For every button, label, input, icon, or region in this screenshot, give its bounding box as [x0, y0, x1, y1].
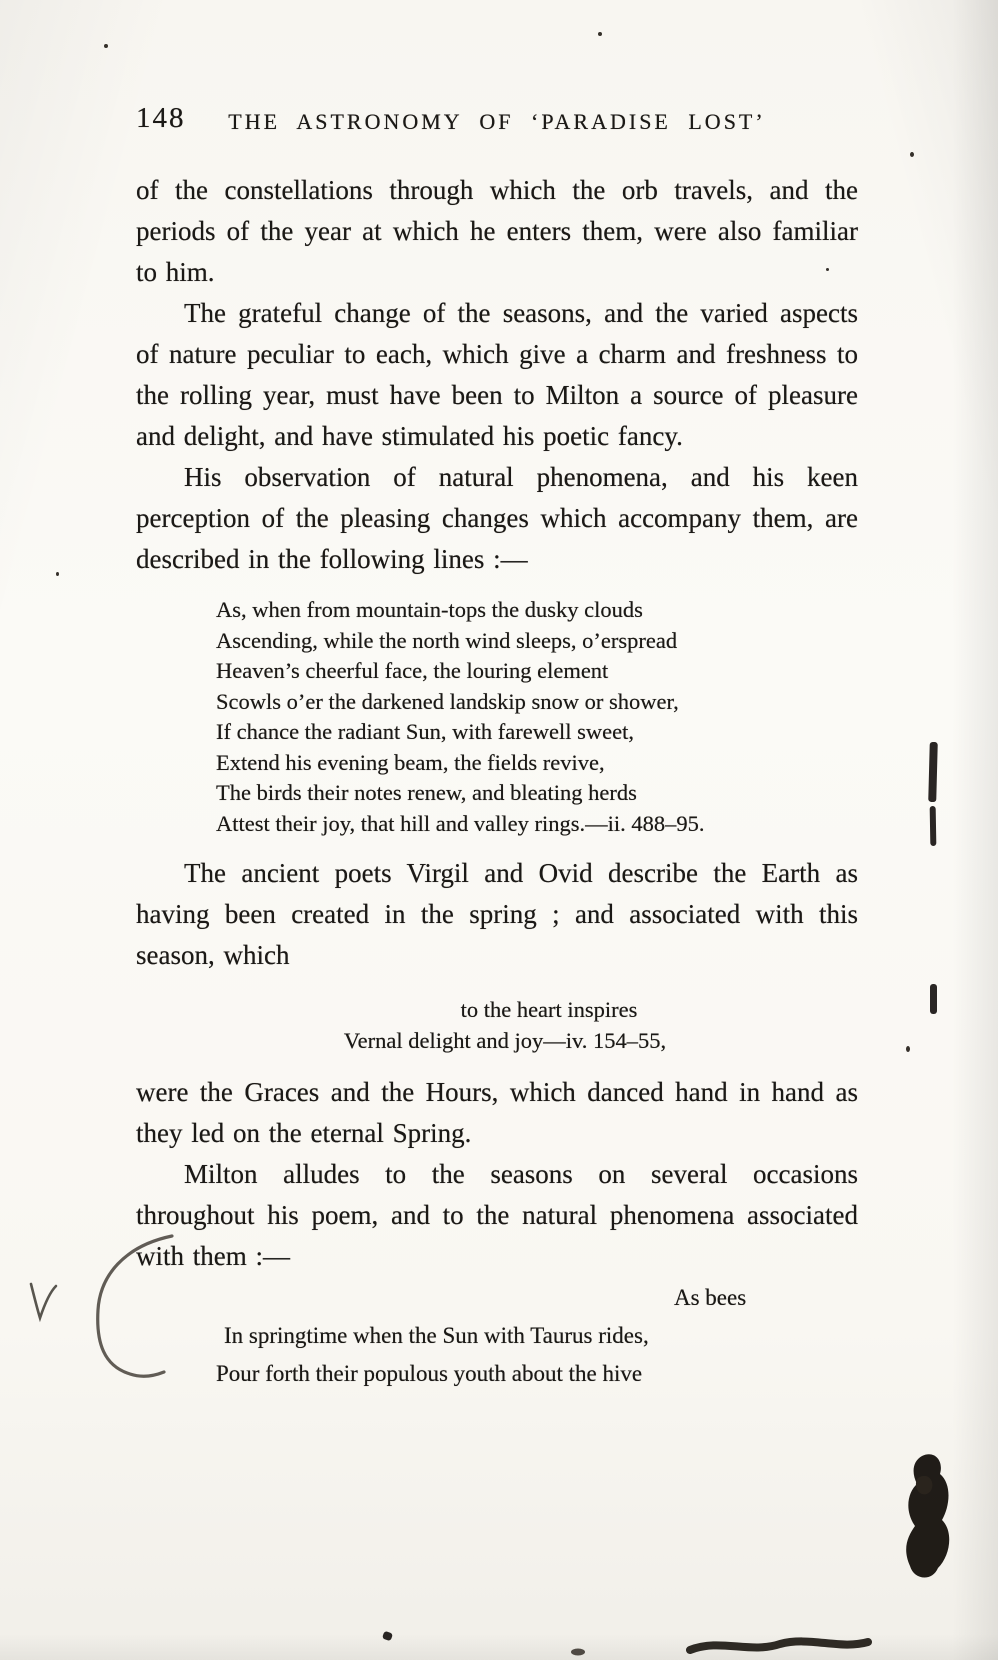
- verse-line: Pour forth their populous youth about the hive: [216, 1361, 643, 1386]
- ink-mark-right: [930, 984, 937, 1014]
- verse-line: Ascending, while the north wind sleeps, o’erspread: [216, 627, 678, 653]
- verse-line: Extend his evening beam, the fields revive,: [216, 749, 605, 775]
- verse-line: As bees: [674, 1285, 747, 1310]
- page-number: 148: [136, 102, 186, 134]
- paragraph-1: of the constellations through which the orb travels, and the periods of the year at which he enters them, were also familiar to him.: [136, 175, 858, 287]
- page-edge-shadow: [952, 0, 998, 1660]
- verse-line: Scowls o’er the darkened landskip snow or shower,: [216, 688, 679, 714]
- scan-speck: [826, 268, 829, 271]
- page-header: [136, 102, 858, 146]
- scan-speck: [906, 1046, 910, 1052]
- scan-speck: [56, 572, 59, 576]
- ink-mark-right: [930, 806, 937, 846]
- paragraph-5: were the Graces and the Hours, which danced hand in hand as they led on the eternal Spring.: [136, 1077, 858, 1148]
- verse-line: The birds their notes renew, and bleating herds: [216, 780, 637, 805]
- verse-line: Heaven’s cheerful face, the louring element: [216, 658, 609, 683]
- verse-line: In springtime when the Sun with Taurus rides,: [224, 1323, 649, 1348]
- paragraph-2: The grateful change of the seasons, and the varied aspects of nature peculiar to each, which give a charm and freshness to the rolling year, must have been to Milton a source of pleasure and delight, and have stimulated his poetic fancy.: [136, 298, 858, 451]
- ink-mark-bottom: [382, 1631, 393, 1642]
- ink-mark-right: [928, 742, 938, 802]
- text-column: [136, 102, 858, 1393]
- verse-quote-1: [216, 595, 858, 839]
- scan-speck: [910, 152, 914, 157]
- page-bottom-shadow: [0, 1634, 998, 1660]
- verse-line: As, when from mountain-tops the dusky clouds: [216, 597, 643, 622]
- verse-line: Vernal delight and joy—iv. 154–55,: [343, 1028, 667, 1053]
- checkmark-annotation: [26, 1278, 62, 1324]
- paragraph-3: His observation of natural phenomena, and his keen perception of the pleasing changes which accompany them, are described in the following lines :—: [136, 462, 858, 574]
- scan-speck: [598, 32, 602, 36]
- running-title: THE ASTRONOMY OF ‘PARADISE LOST’: [228, 109, 766, 134]
- scan-speck: [104, 44, 108, 48]
- verse-line: Attest their joy, that hill and valley rings.—ii. 488–95.: [216, 810, 705, 836]
- verse-quote-2: [136, 994, 858, 1056]
- ink-smudge-bottom: [560, 1628, 890, 1660]
- verse-line: to the heart inspires: [460, 997, 638, 1022]
- paragraph-4: The ancient poets Virgil and Ovid describe the Earth as having been created in the spring ; and associated with this season, which: [136, 858, 858, 970]
- verse-line: If chance the radiant Sun, with farewell sweet,: [216, 719, 634, 744]
- ink-smudge-right: [900, 1448, 960, 1588]
- verse-quote-3: [136, 1279, 858, 1393]
- paragraph-6: Milton alludes to the seasons on several occasions throughout his poem, and to the natural phenomena associated with them :—: [136, 1159, 858, 1271]
